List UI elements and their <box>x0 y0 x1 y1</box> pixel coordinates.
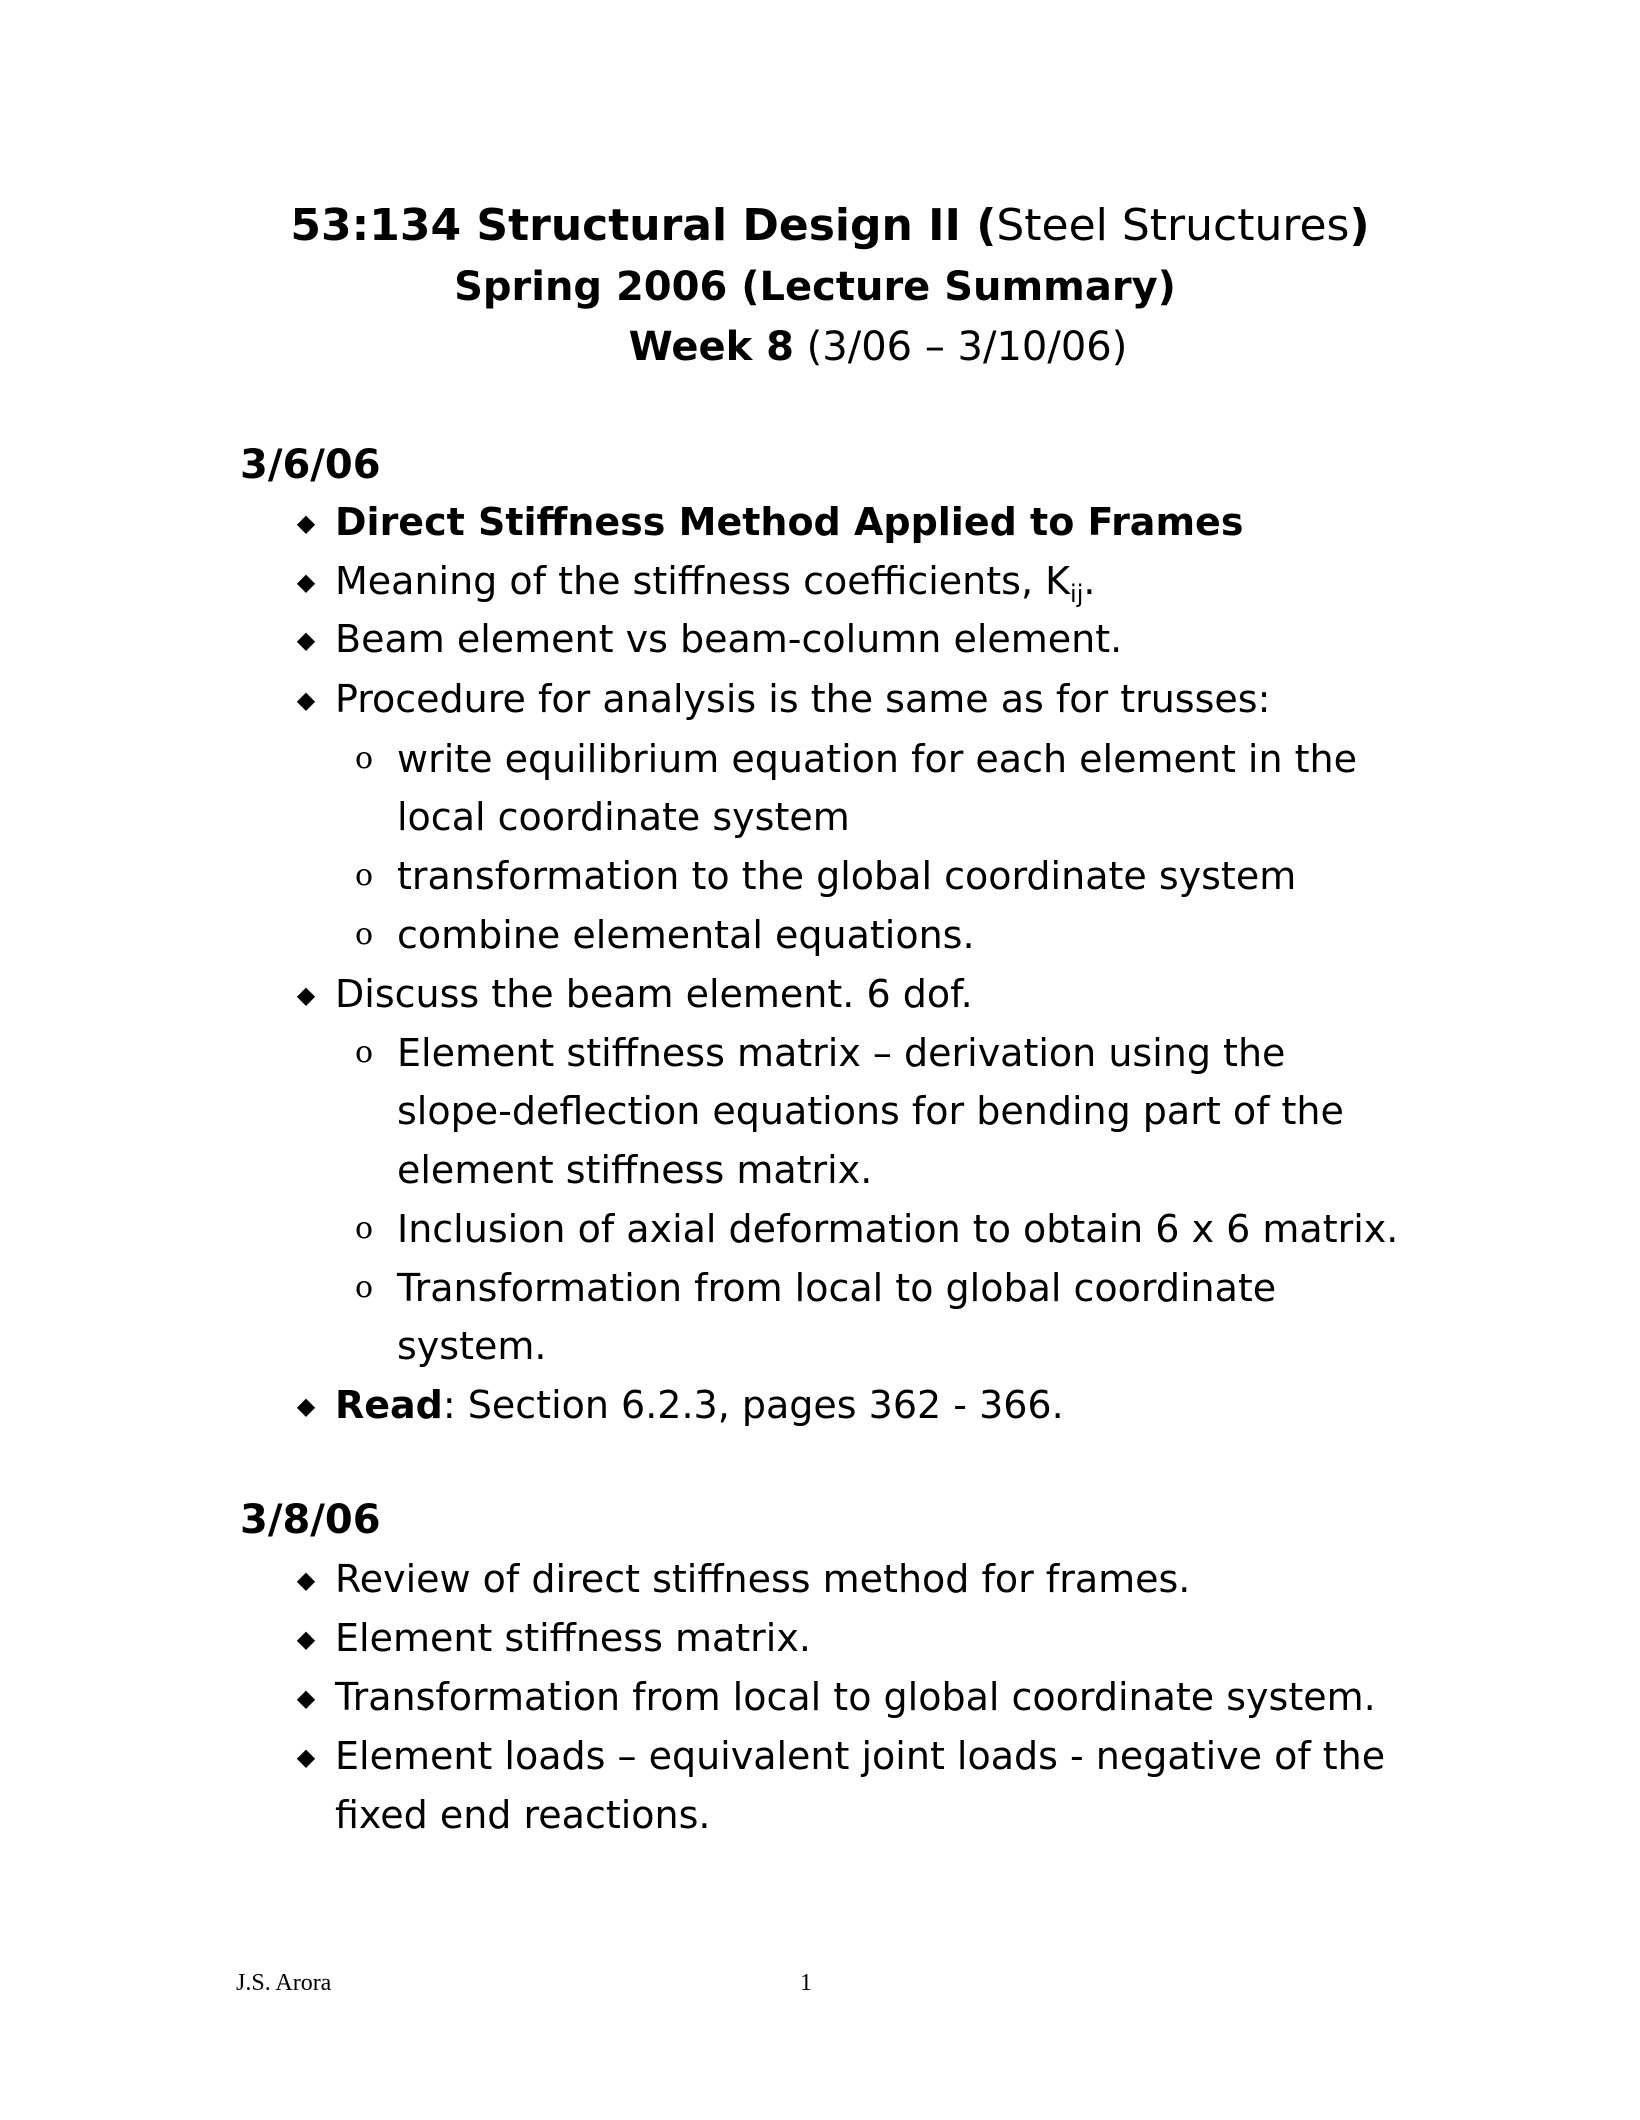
sub-item-continuation: slope-deflection equations for bending part of the <box>397 1089 1344 1133</box>
diamond-bullet-icon: ◆ <box>296 1625 316 1653</box>
bullet-text: Discuss the beam element. 6 dof. <box>335 972 973 1016</box>
course-title-close: ) <box>1349 200 1370 251</box>
circle-bullet-icon: o <box>355 917 374 952</box>
sub-item-continuation: system. <box>397 1324 547 1368</box>
semester-line: Spring 2006 (Lecture Summary) <box>454 264 1176 310</box>
course-title <box>10 200 1640 251</box>
footer-author: J.S. Arora <box>236 1970 332 1996</box>
diamond-bullet-icon: ◆ <box>296 686 316 714</box>
sub-item-text: Inclusion of axial deformation to obtain 6 x 6 matrix. <box>397 1207 1399 1251</box>
circle-bullet-icon: o <box>355 741 374 776</box>
bullet-text <box>335 1383 1064 1427</box>
section-date-1: 3/6/06 <box>240 442 381 488</box>
sub-item-text: write equilibrium equation for each element in the <box>397 737 1358 781</box>
diamond-bullet-icon: ◆ <box>296 1743 316 1771</box>
course-title-subject: Steel Structures <box>996 200 1350 251</box>
sub-item-text: Element stiffness matrix – derivation using the <box>397 1031 1286 1075</box>
bullet-text <box>335 559 1096 608</box>
diamond-bullet-icon: ◆ <box>296 1684 316 1712</box>
bullet-text: Element loads – equivalent joint loads - negative of the <box>335 1734 1386 1778</box>
circle-bullet-icon: o <box>355 1211 374 1246</box>
diamond-bullet-icon: ◆ <box>296 568 316 596</box>
week-label: Week 8 <box>628 324 794 370</box>
bullet-text: Review of direct stiffness method for frames. <box>335 1557 1191 1601</box>
course-title-bold: 53:134 Structural Design II ( <box>290 200 997 251</box>
diamond-bullet-icon: ◆ <box>296 626 316 654</box>
read-reference: : Section 6.2.3, pages 362 - 366. <box>442 1383 1064 1427</box>
week-line <box>58 324 1640 370</box>
subscript-ij: ij <box>1070 580 1084 608</box>
week-dates: (3/06 – 3/10/06) <box>793 324 1128 370</box>
bullet-text: Procedure for analysis is the same as for trusses: <box>335 677 1271 721</box>
page-number: 1 <box>800 1970 812 1996</box>
circle-bullet-icon: o <box>355 1035 374 1070</box>
diamond-bullet-icon: ◆ <box>296 1566 316 1594</box>
sub-item-text: Transformation from local to global coordinate <box>397 1266 1277 1310</box>
sub-item-continuation: element stiffness matrix. <box>397 1148 873 1192</box>
bullet-continuation: fixed end reactions. <box>335 1793 711 1837</box>
bullet-text: Direct Stiffness Method Applied to Frames <box>335 500 1244 544</box>
circle-bullet-icon: o <box>355 1270 374 1305</box>
bullet-text-suffix: . <box>1083 559 1096 603</box>
sub-item-text: combine elemental equations. <box>397 913 975 957</box>
bullet-text: Transformation from local to global coordinate system. <box>335 1675 1376 1719</box>
sub-item-continuation: local coordinate system <box>397 795 850 839</box>
diamond-bullet-icon: ◆ <box>296 509 316 537</box>
diamond-bullet-icon: ◆ <box>296 981 316 1009</box>
circle-bullet-icon: o <box>355 858 374 893</box>
section-date-2: 3/8/06 <box>240 1497 381 1543</box>
read-label: Read <box>335 1383 443 1427</box>
bullet-text-prefix: Meaning of the stiffness coefficients, K <box>335 559 1071 603</box>
bullet-text: Beam element vs beam-column element. <box>335 617 1123 661</box>
diamond-bullet-icon: ◆ <box>296 1392 316 1420</box>
sub-item-text: transformation to the global coordinate system <box>397 854 1297 898</box>
bullet-text: Element stiffness matrix. <box>335 1616 811 1660</box>
